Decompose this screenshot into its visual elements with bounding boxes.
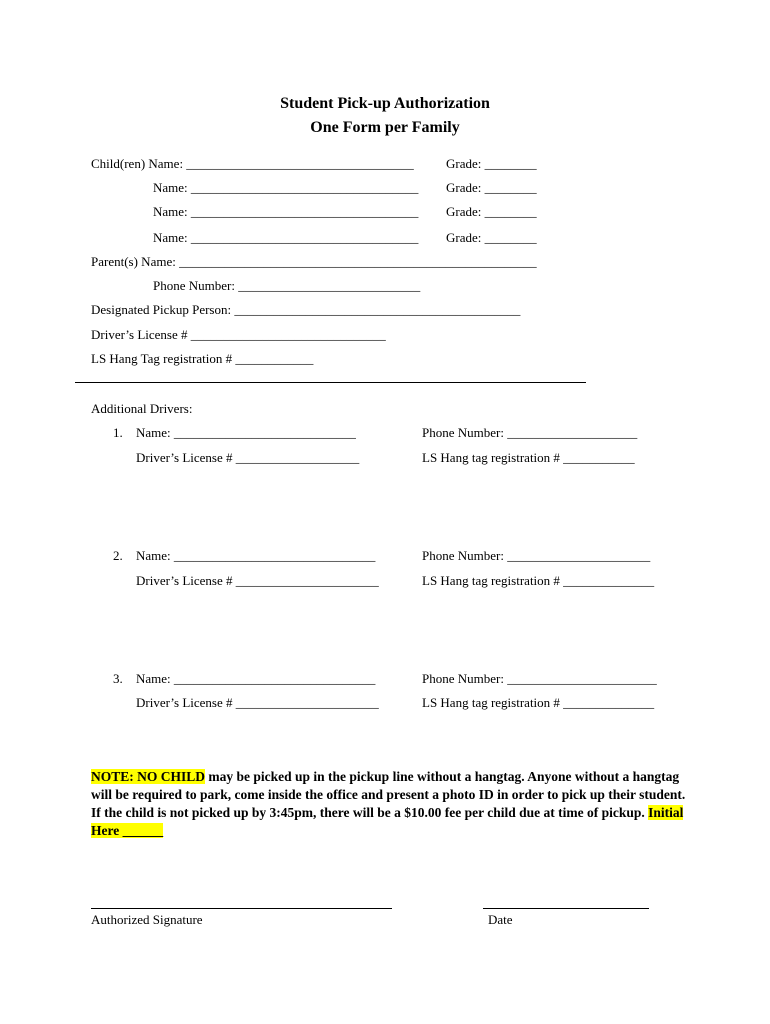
section-divider	[75, 382, 586, 383]
initial-here-field[interactable]: Initial Here ______	[91, 805, 684, 838]
form-subtitle: One Form per Family	[310, 119, 460, 136]
driver-license-field-1[interactable]: Driver’s License # ___________________	[136, 450, 360, 465]
child-grade-field-4[interactable]: Grade: ________	[446, 230, 537, 245]
driver-phone-field-2[interactable]: Phone Number: ______________________	[422, 548, 651, 563]
signature-line[interactable]	[91, 908, 392, 909]
driver-number-2: 2.	[113, 548, 123, 563]
child-name-field-2[interactable]: Name: ___________________________________	[153, 180, 419, 195]
driver-license-field-2[interactable]: Driver’s License # ______________________	[136, 573, 379, 588]
driver-name-field-2[interactable]: Name: _______________________________	[136, 548, 376, 563]
additional-drivers-heading: Additional Drivers:	[91, 401, 193, 416]
driver-phone-field-3[interactable]: Phone Number: _______________________	[422, 671, 657, 686]
hang-tag-registration-field[interactable]: LS Hang Tag registration # ____________	[91, 351, 314, 366]
date-line[interactable]	[483, 908, 649, 909]
child-name-field-1[interactable]: Child(ren) Name: ___________________________________	[91, 156, 414, 171]
form-title: Student Pick-up Authorization	[280, 95, 490, 112]
child-name-field-4[interactable]: Name: ___________________________________	[153, 230, 419, 245]
driver-number-1: 1.	[113, 425, 123, 440]
parent-name-field[interactable]: Parent(s) Name: _______________________________________________________	[91, 254, 537, 269]
driver-name-field-1[interactable]: Name: ____________________________	[136, 425, 356, 440]
note-lead-highlight: NOTE: NO CHILD	[91, 769, 206, 784]
pickup-note	[91, 768, 691, 840]
parent-phone-field[interactable]: Phone Number: ____________________________	[153, 278, 421, 293]
child-name-field-3[interactable]: Name: ___________________________________	[153, 204, 419, 219]
driver-license-field-3[interactable]: Driver’s License # ______________________	[136, 695, 379, 710]
child-grade-field-2[interactable]: Grade: ________	[446, 180, 537, 195]
driver-number-3: 3.	[113, 671, 123, 686]
drivers-license-field[interactable]: Driver’s License # ______________________________	[91, 327, 386, 342]
driver-phone-field-1[interactable]: Phone Number: ____________________	[422, 425, 638, 440]
designated-pickup-field[interactable]: Designated Pickup Person: ____________________________________________	[91, 302, 521, 317]
driver-hangtag-field-1[interactable]: LS Hang tag registration # ___________	[422, 450, 635, 465]
authorized-signature-label: Authorized Signature	[91, 912, 203, 927]
driver-name-field-3[interactable]: Name: _______________________________	[136, 671, 376, 686]
note-body: may be picked up in the pickup line without a hangtag. Anyone without a hangtag will be required to park, come inside the office and present a photo ID in order to pick up their student. If the child is not picked up by 3:45pm, there will be a $10.00 fee per child due at time of pickup.	[91, 769, 686, 820]
child-grade-field-3[interactable]: Grade: ________	[446, 204, 537, 219]
date-label: Date	[488, 912, 513, 927]
driver-hangtag-field-3[interactable]: LS Hang tag registration # ______________	[422, 695, 655, 710]
child-grade-field-1[interactable]: Grade: ________	[446, 156, 537, 171]
driver-hangtag-field-2[interactable]: LS Hang tag registration # ______________	[422, 573, 655, 588]
